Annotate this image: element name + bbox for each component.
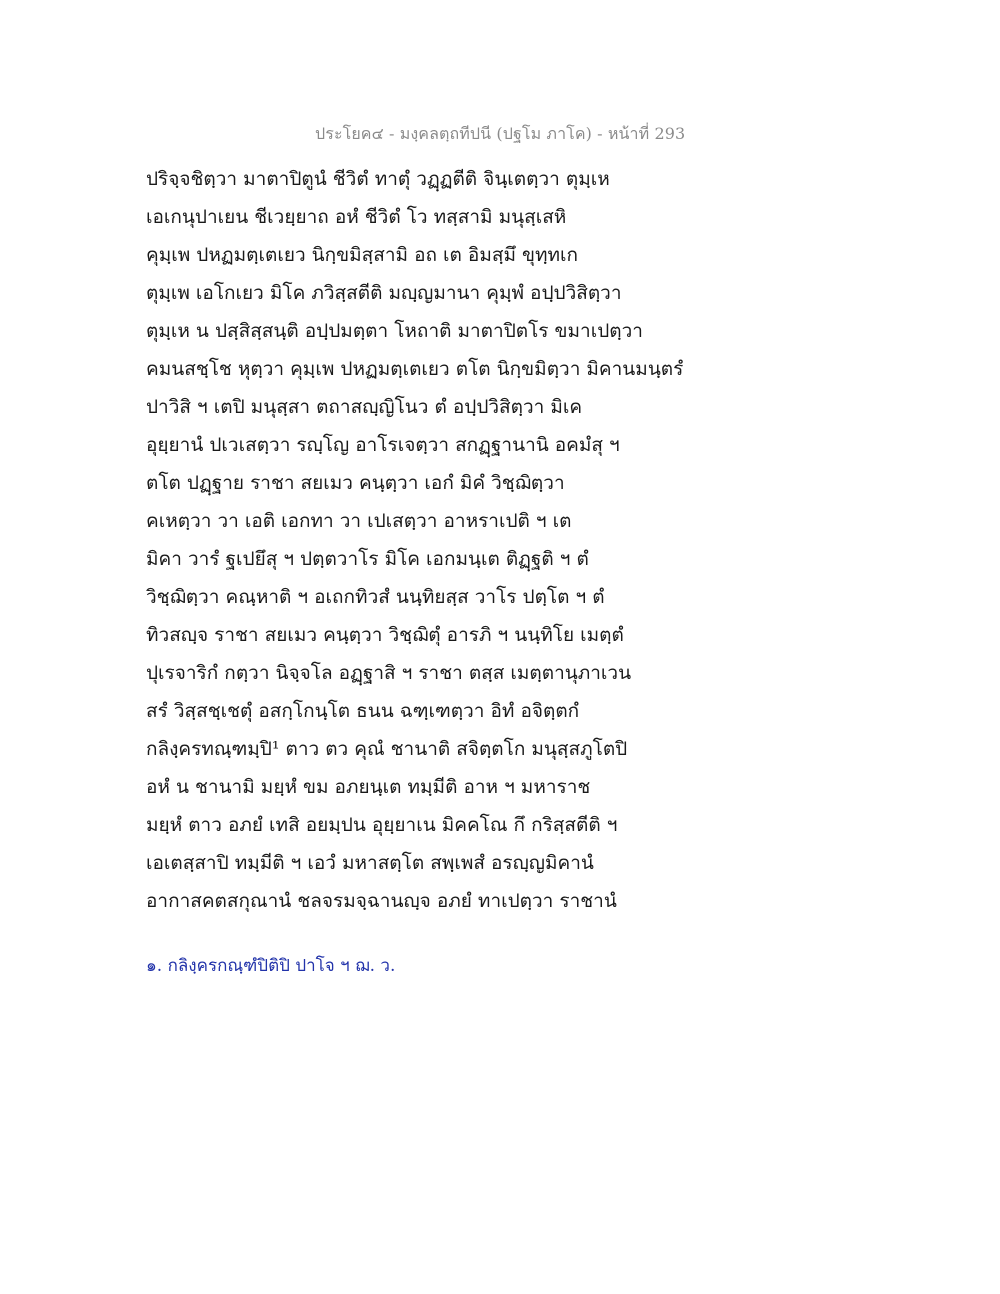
text-line: ตุมฺเพ เอโกเยว มิโค ภวิสฺสตีติ มญฺญมานา คุมฺพํ อปฺปวิสิตฺวา — [146, 282, 622, 304]
text-line: คุมฺเพ ปหฏมตฺเตเยว นิกฺขมิสฺสามิ อถ เต อิมสฺมึ ขุทฺทเก — [146, 244, 579, 266]
text-line: เอเกนุปาเยน ชีเวยฺยาถ อหํ ชีวิตํ โว ทสฺสามิ มนุสฺเสหิ — [146, 206, 567, 228]
text-line: คเหตฺวา วา เอติ เอกทา วา เปเสตฺวา อาหราเปติ ฯ เต — [146, 510, 572, 532]
text-line: อุยฺยานํ ปเวเสตฺวา รญฺโญ อาโรเจตฺวา สกฏฺฐานานิ อคมํสุ ฯ — [146, 434, 620, 456]
text-line: อหํ น ชานามิ มยฺหํ ขม อภยนฺเต ทมฺมีติ อาห ฯ มหาราช — [146, 776, 591, 798]
text-line: คมนสชฺโช หุตฺวา คุมฺเพ ปหฏมตฺเตเยว ตโต นิกฺขมิตฺวา มิคานมนฺตรํ — [146, 358, 684, 380]
text-line: ตโต ปฏฺฐาย ราชา สยเมว คนฺตฺวา เอกํ มิคํ วิชฺฌิตฺวา — [146, 472, 565, 494]
text-line: ปาวิสิ ฯ เตปิ มนุสฺสา ตถาสญฺญิโนว ตํ อปฺปวิสิตฺวา มิเค — [146, 396, 583, 418]
text-line: มิคา วารํ ฐเปยึสุ ฯ ปตฺตวาโร มิโค เอกมนฺเต ติฏฺฐติ ฯ ตํ — [146, 548, 589, 570]
text-line: เอเตสฺสาปิ ทมฺมีติ ฯ เอวํ มหาสตฺโต สพฺเพสํ อรญฺญมิคานํ — [146, 852, 594, 874]
text-line: ปริจฺจชิตฺวา มาตาปิตูนํ ชีวิตํ ทาตุํ วฏฺฏตีติ จินฺเตตฺวา ตุมฺเห — [146, 168, 610, 190]
page-running-header: ประโยค๔ - มงฺคลตฺถทีปนี (ปฐโม ภาโค) - หน้าที่ 293 — [315, 124, 686, 143]
text-line: กลิงฺครทณฺฑมฺปิ¹ ตาว ตว คุณํ ชานาติ สจิตฺตโก มนุสฺสภูโตปิ — [146, 738, 628, 760]
text-line: สรํ วิสฺสชฺเชตุํ อสกฺโกนฺโต ธนน ฉฑฺเฑตฺวา อิทํ อจิตฺตกํ — [146, 700, 580, 722]
text-line: อากาสคตสกุณานํ ชลจรมจฺฉานญฺจ อภยํ ทาเปตฺวา ราชานํ — [146, 890, 617, 912]
text-line: ทิวสญฺจ ราชา สยเมว คนฺตฺวา วิชฺฌิตุํ อารภิ ฯ นนฺทิโย เมตฺตํ — [146, 624, 624, 646]
body-text-block — [146, 160, 706, 920]
text-line: ตุมฺเห น ปสฺสิสฺสนฺติ อปฺปมตฺตา โหถาติ มาตาปิตโร ขมาเปตฺวา — [146, 320, 643, 342]
text-line: ปุเรจาริกํ กตฺวา นิจฺจโล อฏฺฐาสิ ฯ ราชา ตสฺส เมตฺตานุภาเวน — [146, 662, 632, 684]
footnote: ๑. กลิงฺครกณฺฑํปิติปิ ปาโจ ฯ ฌ. ว. — [146, 956, 396, 976]
text-line: มยฺหํ ตาว อภยํ เทสิ อยมฺปน อุยฺยาเน มิคคโณ กึ กริสฺสตีติ ฯ — [146, 814, 618, 836]
text-line: วิชฺฌิตฺวา คณฺหาติ ฯ อเถกทิวสํ นนฺทิยสฺส วาโร ปตฺโต ฯ ตํ — [146, 586, 605, 608]
